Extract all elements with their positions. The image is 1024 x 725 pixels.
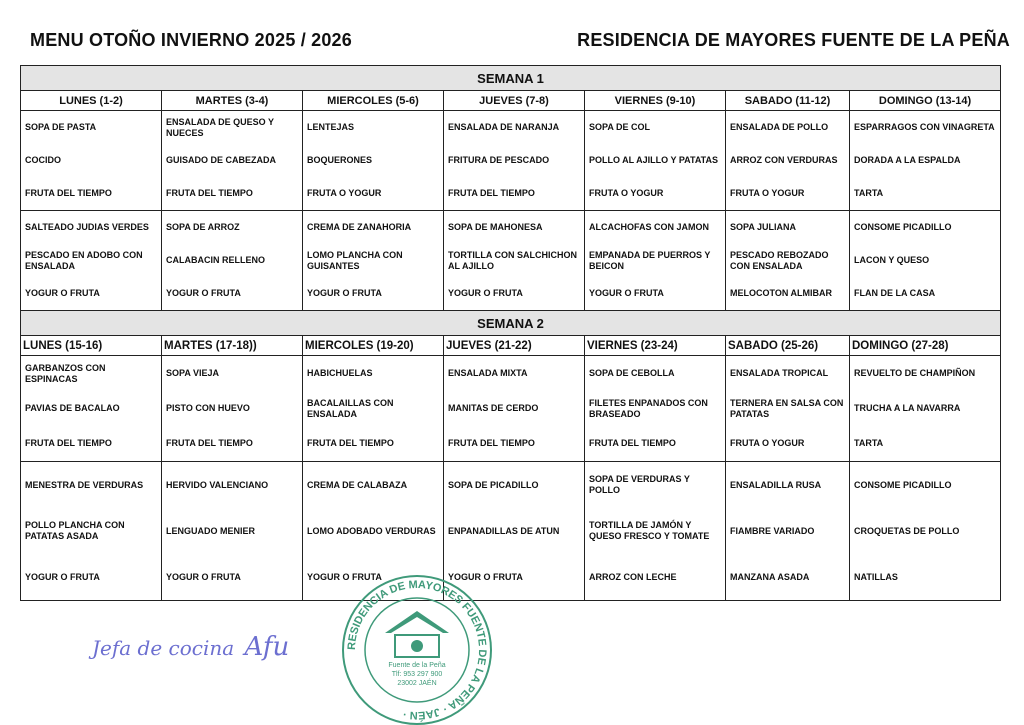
menu-item: FRUTA DEL TIEMPO — [166, 438, 253, 448]
menu-item: MANZANA ASADA — [730, 571, 810, 582]
menu-item: GUISADO DE CABEZADA — [166, 155, 277, 165]
menu-item: YOGUR O FRUTA — [25, 288, 100, 298]
menu-item: BOQUERONES — [307, 155, 373, 165]
menu-item: TARTA — [854, 438, 884, 448]
menu-item: TARTA — [854, 188, 884, 198]
day-header: LUNES (1-2) — [21, 91, 162, 111]
day-header: DOMINGO (27-28) — [850, 336, 1001, 356]
meal-row — [21, 111, 1001, 211]
menu-cell — [21, 462, 162, 601]
menu-item: YOGUR O FRUTA — [25, 571, 100, 582]
menu-item: ENSALADA TROPICAL — [730, 368, 829, 378]
menu-item: SOPA DE PICADILLO — [448, 479, 539, 490]
menu-cell — [444, 211, 585, 311]
week-2 — [21, 311, 1001, 601]
menu-item: ARROZ CON VERDURAS — [730, 155, 838, 165]
menu-cell — [585, 462, 726, 601]
signature-initials: Afu — [244, 632, 290, 662]
week-1 — [21, 66, 1001, 311]
menu-item: COCIDO — [25, 155, 61, 165]
menu-item: CREMA DE CALABAZA — [307, 479, 408, 490]
menu-item: SOPA JULIANA — [730, 222, 797, 232]
menu-cell — [850, 356, 1001, 462]
menu-cell — [444, 111, 585, 211]
day-header: MIERCOLES (19-20) — [303, 336, 444, 356]
menu-item: FRUTA O YOGUR — [307, 188, 382, 198]
menu-item: YOGUR O FRUTA — [166, 288, 241, 298]
menu-item: PAVIAS DE BACALAO — [25, 403, 120, 413]
menu-cell — [850, 462, 1001, 601]
menu-item: ENPANADILLAS DE ATUN — [448, 525, 560, 536]
menu-item: BACALAILLAS CON ENSALADA — [307, 397, 394, 419]
menu-item: ENSALADA DE QUESO Y NUECES — [166, 116, 274, 138]
menu-item: GARBANZOS CON ESPINACAS — [25, 362, 106, 384]
menu-item: FRUTA DEL TIEMPO — [448, 188, 535, 198]
menu-cell — [444, 356, 585, 462]
signature-label: Jefa de cocina — [92, 636, 235, 660]
menu-item: PISTO CON HUEVO — [166, 403, 250, 413]
menu-cell — [726, 356, 850, 462]
menu-item: LENTEJAS — [307, 122, 355, 132]
menu-item: SOPA DE COL — [589, 122, 651, 132]
menu-cell — [162, 211, 303, 311]
menu-item: YOGUR O FRUTA — [307, 288, 382, 298]
menu-item: FRUTA O YOGUR — [730, 438, 805, 448]
menu-item: MENESTRA DE VERDURAS — [25, 479, 144, 490]
menu-cell — [726, 462, 850, 601]
menu-item: SOPA DE CEBOLLA — [589, 368, 675, 378]
menu-item: SOPA DE ARROZ — [166, 222, 240, 232]
menu-item: LOMO PLANCHA CON GUISANTES — [307, 249, 403, 271]
day-header: SABADO (11-12) — [726, 91, 850, 111]
menu-item: SALTEADO JUDIAS VERDES — [25, 222, 149, 232]
week-2-header: SEMANA 2 — [21, 311, 1001, 336]
week-1-header: SEMANA 1 — [21, 66, 1001, 91]
meal-row — [21, 462, 1001, 601]
menu-cell — [303, 211, 444, 311]
menu-item: NATILLAS — [854, 571, 898, 582]
menu-item: TORTILLA CON SALCHICHON AL AJILLO — [448, 249, 577, 271]
menu-item: CONSOME PICADILLO — [854, 479, 952, 490]
menu-item: YOGUR O FRUTA — [448, 288, 523, 298]
menu-item: ARROZ CON LECHE — [589, 571, 677, 582]
menu-item: CREMA DE ZANAHORIA — [307, 222, 412, 232]
menu-item: DORADA A LA ESPALDA — [854, 155, 961, 165]
menu-item: SOPA VIEJA — [166, 368, 220, 378]
day-header: MARTES (3-4) — [162, 91, 303, 111]
day-header: SABADO (25-26) — [726, 336, 850, 356]
menu-cell — [850, 111, 1001, 211]
menu-item: FRUTA DEL TIEMPO — [589, 438, 676, 448]
menu-item: REVUELTO DE CHAMPIÑON — [854, 368, 976, 378]
menu-item: FRUTA O YOGUR — [589, 188, 664, 198]
menu-item: ENSALADILLA RUSA — [730, 479, 822, 490]
meal-row — [21, 211, 1001, 311]
menu-item: HERVIDO VALENCIANO — [166, 479, 269, 490]
day-header: VIERNES (9-10) — [585, 91, 726, 111]
menu-item: POLLO PLANCHA CON PATATAS ASADA — [25, 520, 125, 541]
menu-item: YOGUR O FRUTA — [166, 571, 241, 582]
stamp-line-2: Tlf: 953 297 900 — [391, 671, 443, 678]
menu-item: LENGUADO MENIER — [166, 525, 256, 536]
menu-item: FRUTA DEL TIEMPO — [25, 188, 112, 198]
menu-item: SOPA DE PASTA — [25, 122, 97, 132]
day-header: VIERNES (23-24) — [585, 336, 726, 356]
menu-item: POLLO AL AJILLO Y PATATAS — [589, 155, 719, 165]
menu-cell — [585, 211, 726, 311]
menu-item: FRUTA DEL TIEMPO — [25, 438, 112, 448]
menu-item: SOPA DE VERDURAS Y POLLO — [589, 474, 690, 495]
menu-item: LACON Y QUESO — [854, 255, 930, 265]
menu-cell — [21, 111, 162, 211]
menu-item: FRUTA DEL TIEMPO — [307, 438, 394, 448]
menu-table — [20, 65, 1001, 601]
menu-cell — [726, 211, 850, 311]
menu-item: EMPANADA DE PUERROS Y BEICON — [589, 249, 711, 271]
signature — [92, 632, 289, 662]
menu-cell — [21, 211, 162, 311]
menu-cell — [303, 356, 444, 462]
menu-title: MENU OTOÑO INVIERNO 2025 / 2026 — [30, 30, 352, 50]
menu-cell — [585, 111, 726, 211]
residence-name: RESIDENCIA DE MAYORES FUENTE DE LA PEÑA — [577, 30, 1010, 50]
day-header: LUNES (15-16) — [21, 336, 162, 356]
menu-item: ESPARRAGOS CON VINAGRETA — [854, 122, 995, 132]
menu-item: ALCACHOFAS CON JAMON — [589, 222, 710, 232]
menu-item: TRUCHA A LA NAVARRA — [854, 403, 961, 413]
stamp-line-1: Fuente de la Peña — [388, 662, 446, 669]
menu-item: LOMO ADOBADO VERDURAS — [307, 525, 436, 536]
residence-stamp — [337, 575, 497, 725]
menu-item: PESCADO REBOZADO CON ENSALADA — [730, 249, 829, 271]
menu-item: ENSALADA MIXTA — [448, 368, 528, 378]
menu-item: ENSALADA DE NARANJA — [448, 122, 560, 132]
menu-item: HABICHUELAS — [307, 368, 373, 378]
day-header: JUEVES (21-22) — [444, 336, 585, 356]
day-header: MIERCOLES (5-6) — [303, 91, 444, 111]
menu-item: FRUTA O YOGUR — [730, 188, 805, 198]
menu-cell — [850, 211, 1001, 311]
menu-item: PESCADO EN ADOBO CON ENSALADA — [25, 249, 143, 271]
menu-item: SOPA DE MAHONESA — [448, 222, 543, 232]
menu-item: FRUTA DEL TIEMPO — [166, 188, 253, 198]
menu-item: TORTILLA DE JAMÓN Y QUESO FRESCO Y TOMATE — [589, 520, 710, 541]
menu-item: FILETES ENPANADOS CON BRASEADO — [589, 397, 708, 419]
menu-item: MANITAS DE CERDO — [448, 403, 539, 413]
menu-item: TERNERA EN SALSA CON PATATAS — [730, 397, 844, 419]
stamp-line-3: 23002 JAÉN — [397, 680, 437, 687]
menu-cell — [585, 356, 726, 462]
day-header: MARTES (17-18)) — [162, 336, 303, 356]
meal-row — [21, 356, 1001, 462]
menu-cell — [162, 111, 303, 211]
menu-cell — [162, 356, 303, 462]
menu-item: MELOCOTON ALMIBAR — [730, 288, 832, 298]
menu-item: CALABACIN RELLENO — [166, 255, 265, 265]
day-header: DOMINGO (13-14) — [850, 91, 1001, 111]
menu-item: YOGUR O FRUTA — [589, 288, 664, 298]
stamp-house-icon — [385, 611, 449, 633]
menu-item: FLAN DE LA CASA — [854, 288, 936, 298]
menu-cell — [726, 111, 850, 211]
menu-item: YOGUR O FRUTA — [448, 571, 523, 582]
menu-item: ENSALADA DE POLLO — [730, 122, 829, 132]
menu-cell — [162, 462, 303, 601]
menu-item: FRITURA DE PESCADO — [448, 155, 550, 165]
menu-cell — [303, 111, 444, 211]
menu-item: FIAMBRE VARIADO — [730, 525, 815, 536]
stamp-ring-text: RESIDENCIA DE MAYORES FUENTE DE LA PEÑA · JAÉN · — [345, 578, 489, 722]
menu-item: CONSOME PICADILLO — [854, 222, 952, 232]
menu-cell — [21, 356, 162, 462]
menu-item: CROQUETAS DE POLLO — [854, 525, 960, 536]
menu-item: YOGUR O FRUTA — [307, 571, 382, 582]
day-header: JUEVES (7-8) — [444, 91, 585, 111]
menu-item: FRUTA DEL TIEMPO — [448, 438, 535, 448]
